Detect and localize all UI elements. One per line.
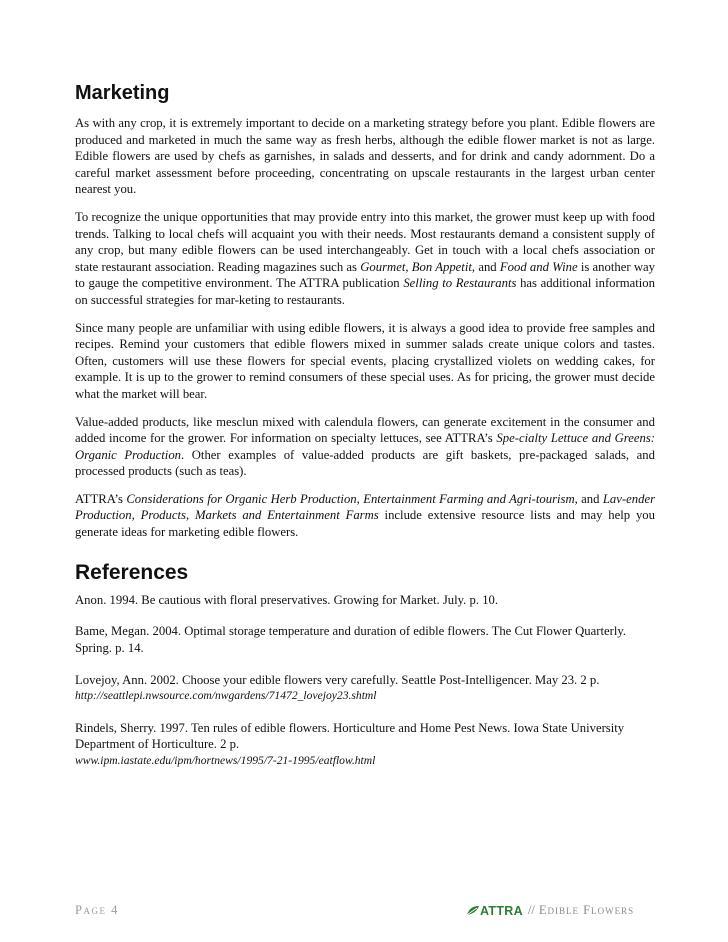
- marketing-paragraph-1: As with any crop, it is extremely important to decide on a marketing strategy before you plant. Edible flowers are produced and marketed in much the same way as fresh herbs, although the edible flower market is not as large. Edible flowers are used by chefs as garnishes, in salads and desserts, and for drink and candy adornment. Do a careful market assessment before proceeding, concentrating on upscale restaurants in the largest urban center nearest you.: [75, 116, 655, 197]
- publication-title: Entertainment Farming and Agri-tourism,: [363, 491, 578, 506]
- page-number: Page 4: [75, 903, 119, 917]
- text-run: ATTRA’s: [75, 491, 127, 506]
- references-heading: References: [75, 560, 189, 584]
- publication-title: Lav-ender Production, Products, Markets and Entertainment Farms: [75, 491, 656, 523]
- reference-entry: [75, 623, 655, 656]
- text-run: has additional information on successful strategies for mar-keting to restaurants.: [75, 276, 655, 307]
- series-title: Edible Flowers: [538, 903, 635, 917]
- marketing-paragraph-4: [75, 414, 655, 480]
- publication-title: Gourmet, Bon Appetit: [360, 259, 472, 274]
- text-run: , and: [471, 259, 500, 274]
- text-run: include extensive resource lists and may help you generate ideas for marketing edible flowers.: [75, 508, 655, 540]
- logo-text: ATTRA: [480, 903, 523, 918]
- publication-title: Considerations for Organic Herb Production: [126, 491, 357, 506]
- footer-publication: [466, 903, 634, 918]
- marketing-paragraph-5: [75, 491, 655, 541]
- text-run: . Other examples of value-added products are gift baskets, pre-packaged salads, and processed products (such as teas).: [75, 447, 655, 479]
- reference-url[interactable]: http://seattlepi.nwsource.com/nwgardens/71472_lovejoy23.shtml: [75, 689, 377, 703]
- attra-logo: [466, 904, 523, 918]
- publication-title: Spe-cialty Lettuce and Greens: Organic Production: [75, 431, 656, 462]
- content-column: [75, 82, 655, 785]
- text-run: and: [577, 491, 603, 506]
- leaf-icon: [466, 905, 480, 916]
- reference-entry: [75, 592, 655, 609]
- reference-entry: [75, 672, 655, 705]
- reference-text: Anon. 1994. Be cautious with floral preservatives. Growing for Market. July. p. 10.: [75, 592, 499, 607]
- text-run: ,: [356, 491, 364, 506]
- reference-text: Rindels, Sherry. 1997. Ten rules of edible flowers. Horticulture and Home Pest News. Iowa State University Department of Horticulture. 2 p.: [75, 720, 625, 752]
- text-run: To recognize the unique opportunities that may provide entry into this market, the grower must keep up with food trends. Talking to local chefs will acquaint you with their needs. Most restaurants demand a consistent supply of any crop, but many edible flowers can be used interchangeably. Get in touch with a local chefs association or state restaurant association. Reading magazines such as: [75, 209, 655, 274]
- text-run: Value-added products, like mesclun mixed with calendula flowers, can generate excitement in the consumer and added income for the grower. For information on specialty lettuces, see ATTRA’s: [75, 414, 655, 446]
- reference-url[interactable]: www.ipm.iastate.edu/ipm/hortnews/1995/7-21-1995/eatflow.html: [75, 753, 376, 767]
- reference-text: Bame, Megan. 2004. Optimal storage temperature and duration of edible flowers. The Cut Flower Quarterly. Spring. p. 14.: [75, 624, 627, 655]
- marketing-heading: Marketing: [75, 82, 170, 104]
- footer-separator: //: [527, 903, 535, 917]
- reference-entry: [75, 720, 655, 770]
- publication-title: Selling to Restaurants: [403, 276, 517, 291]
- marketing-paragraph-3: Since many people are unfamiliar with using edible flowers, it is always a good idea to provide free samples and recipes. Remind your customers that edible flowers mixed in summer salads create unique colors and tastes. Often, customers will use these flowers for special events, placing crystallized violets on wedding cakes, for example. It is up to the grower to remind consumers of these special uses. As for pricing, the grower must decide what the market will bear.: [75, 320, 655, 401]
- marketing-paragraph-2: [75, 209, 655, 309]
- publication-title: Food and Wine: [499, 259, 578, 274]
- text-run: is another way to gauge the competitive environment. The ATTRA publication: [75, 259, 655, 291]
- reference-text: Lovejoy, Ann. 2002. Choose your edible flowers very carefully. Seattle Post-Intelligencer. May 23. 2 p.: [75, 672, 600, 687]
